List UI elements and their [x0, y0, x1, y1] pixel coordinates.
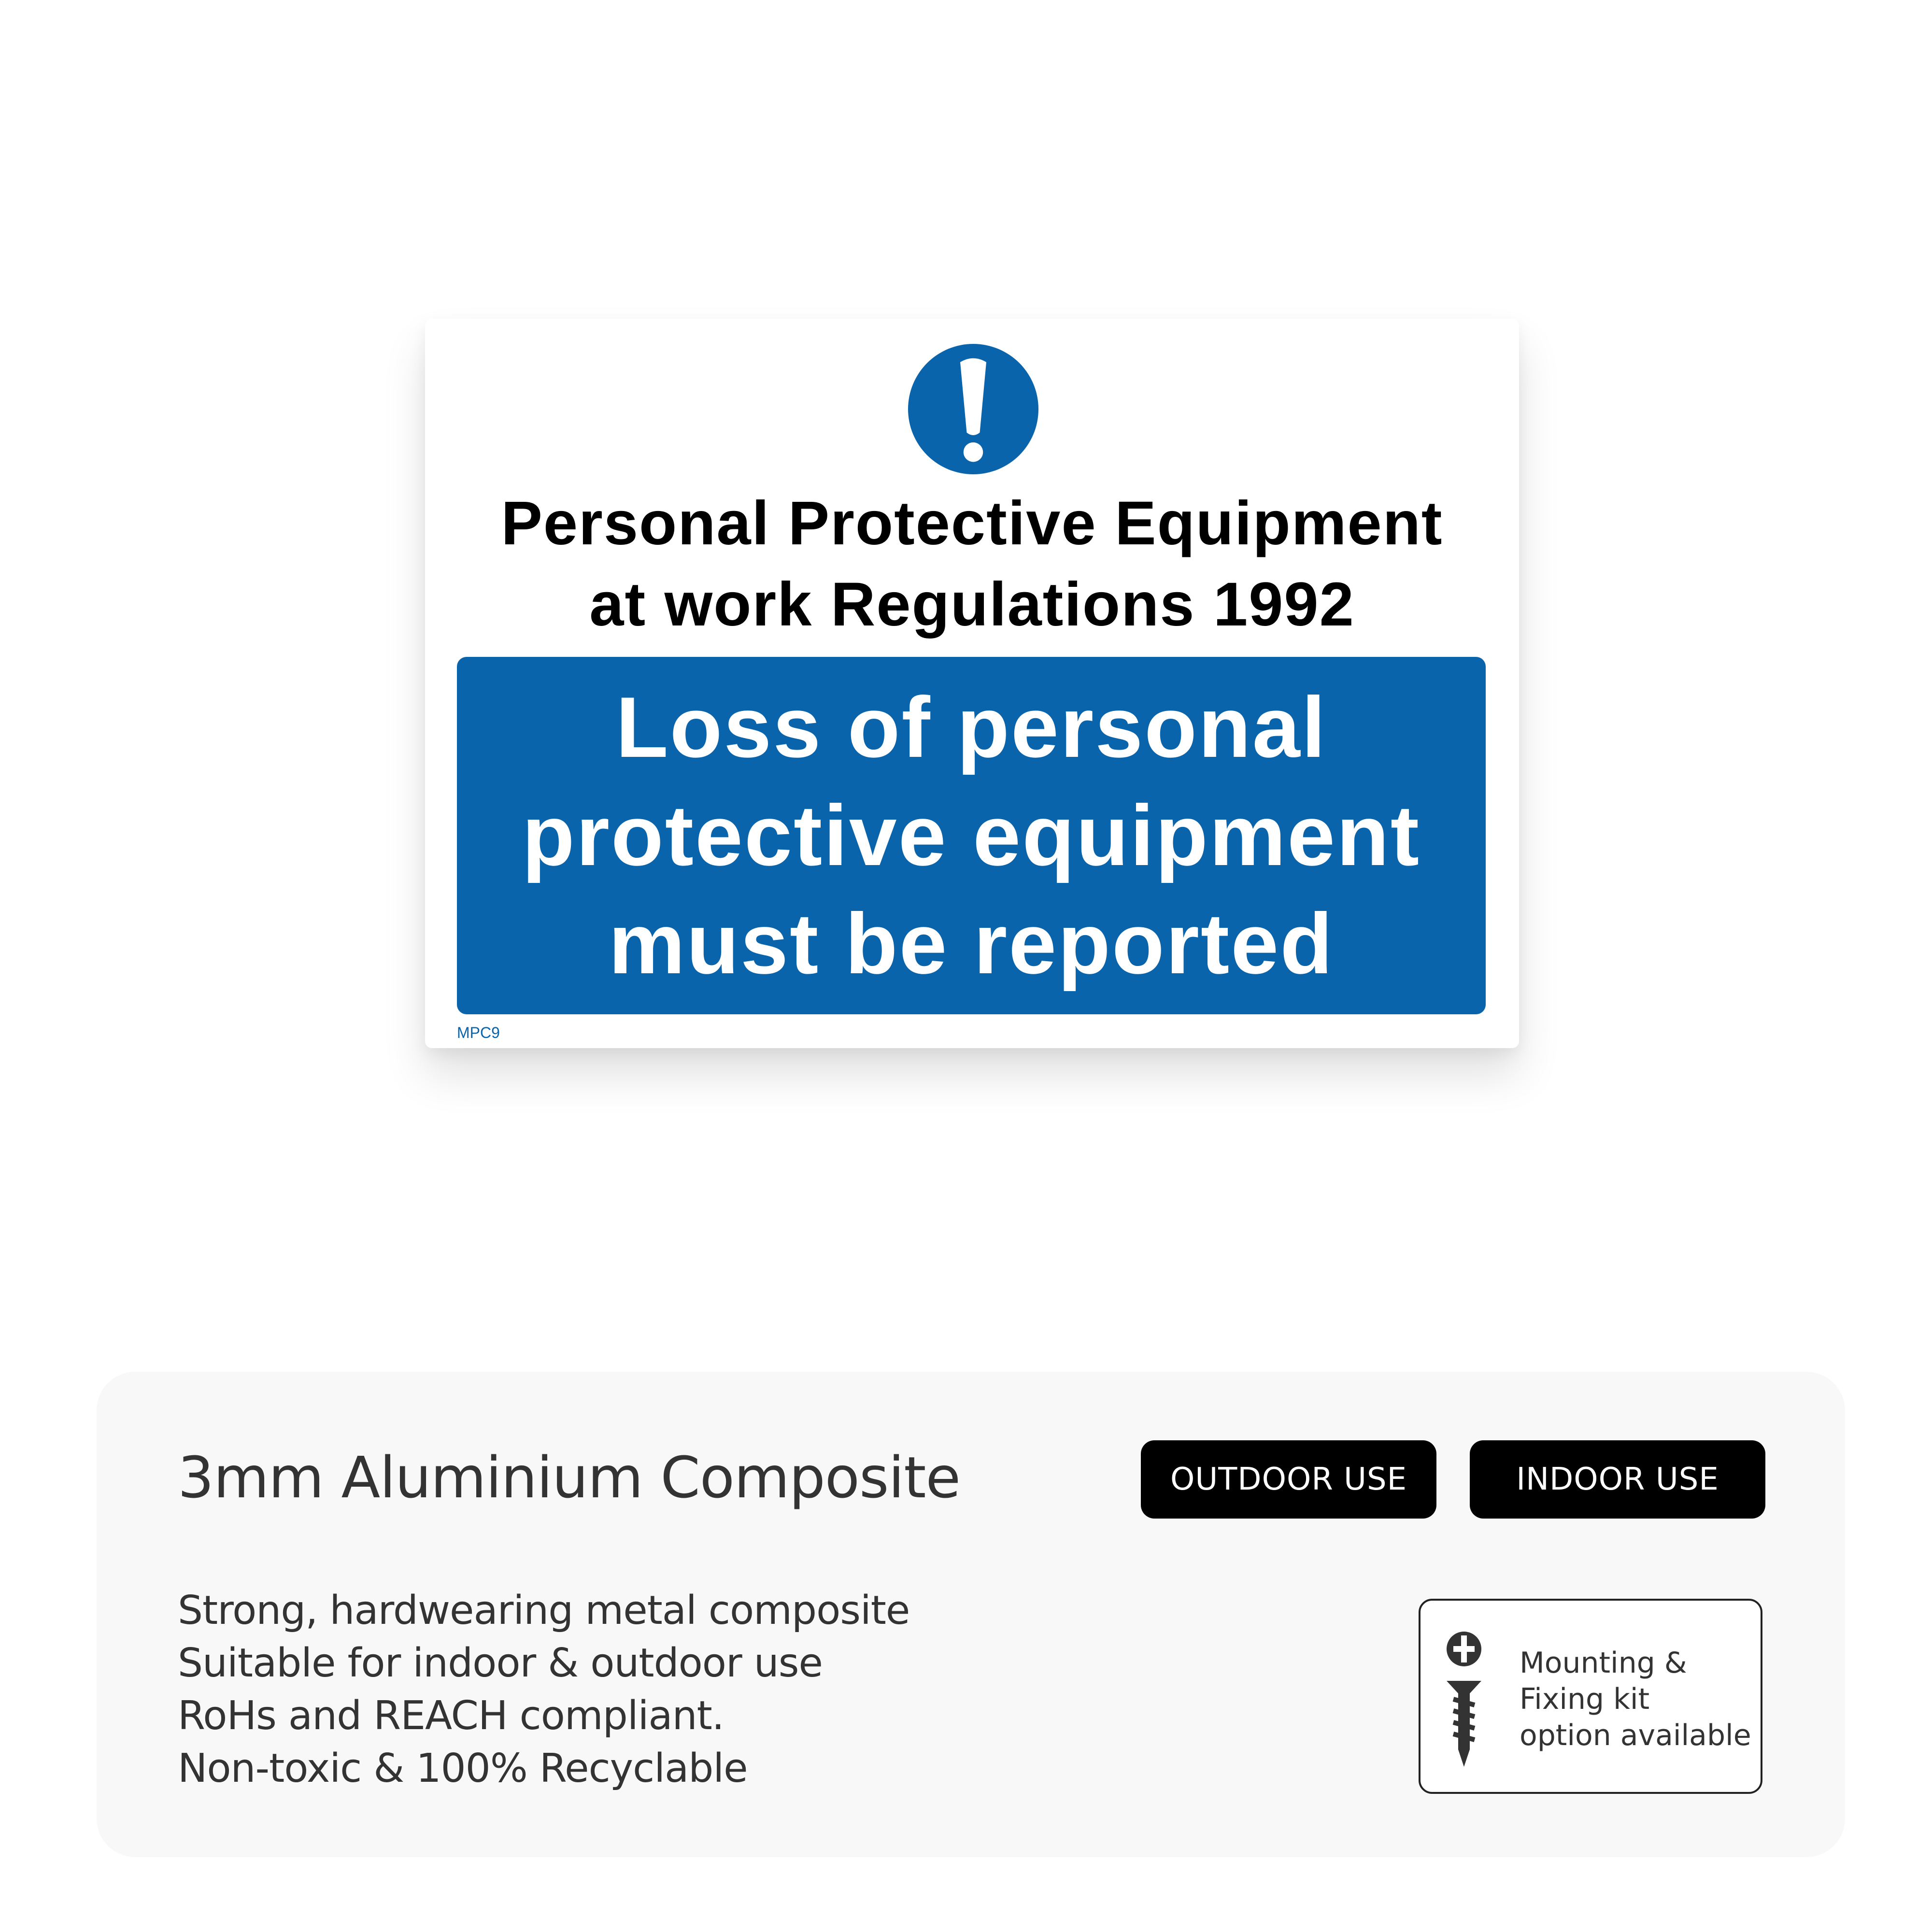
feature-item: Non-toxic & 100% Recyclable [178, 1746, 748, 1791]
sign-heading-line: at work Regulations 1992 [589, 570, 1355, 639]
mounting-kit-line: Fixing kit [1520, 1682, 1650, 1716]
sign-code: MPC9 [457, 1024, 500, 1041]
sign-message-line: Loss of personal [615, 679, 1327, 775]
sign-heading [425, 483, 1519, 645]
sign-message-line: protective equipment [522, 787, 1421, 883]
product-info-panel [97, 1372, 1845, 1857]
mounting-kit-text [1520, 1645, 1751, 1754]
mounting-kit-line: option available [1520, 1719, 1751, 1752]
screw-icon [1445, 1630, 1483, 1770]
mounting-kit-line: Mounting & [1520, 1646, 1687, 1680]
sign-message [522, 673, 1421, 998]
exclamation-circle-icon [908, 344, 1038, 474]
indoor-use-badge: INDOOR USE [1470, 1440, 1765, 1519]
material-title: 3mm Aluminium Composite [178, 1444, 961, 1511]
sign-message-panel [457, 657, 1486, 1014]
safety-sign [425, 319, 1519, 1048]
mounting-kit-box [1419, 1599, 1762, 1794]
sign-message-line: must be reported [609, 895, 1334, 992]
outdoor-use-badge: OUTDOOR USE [1141, 1440, 1436, 1519]
feature-item: Suitable for indoor & outdoor use [178, 1640, 823, 1686]
sign-heading-line: Personal Protective Equipment [501, 489, 1443, 558]
feature-item: Strong, hardwearing metal composite [178, 1588, 910, 1634]
feature-item: RoHs and REACH compliant. [178, 1693, 724, 1739]
feature-list [178, 1584, 909, 1795]
